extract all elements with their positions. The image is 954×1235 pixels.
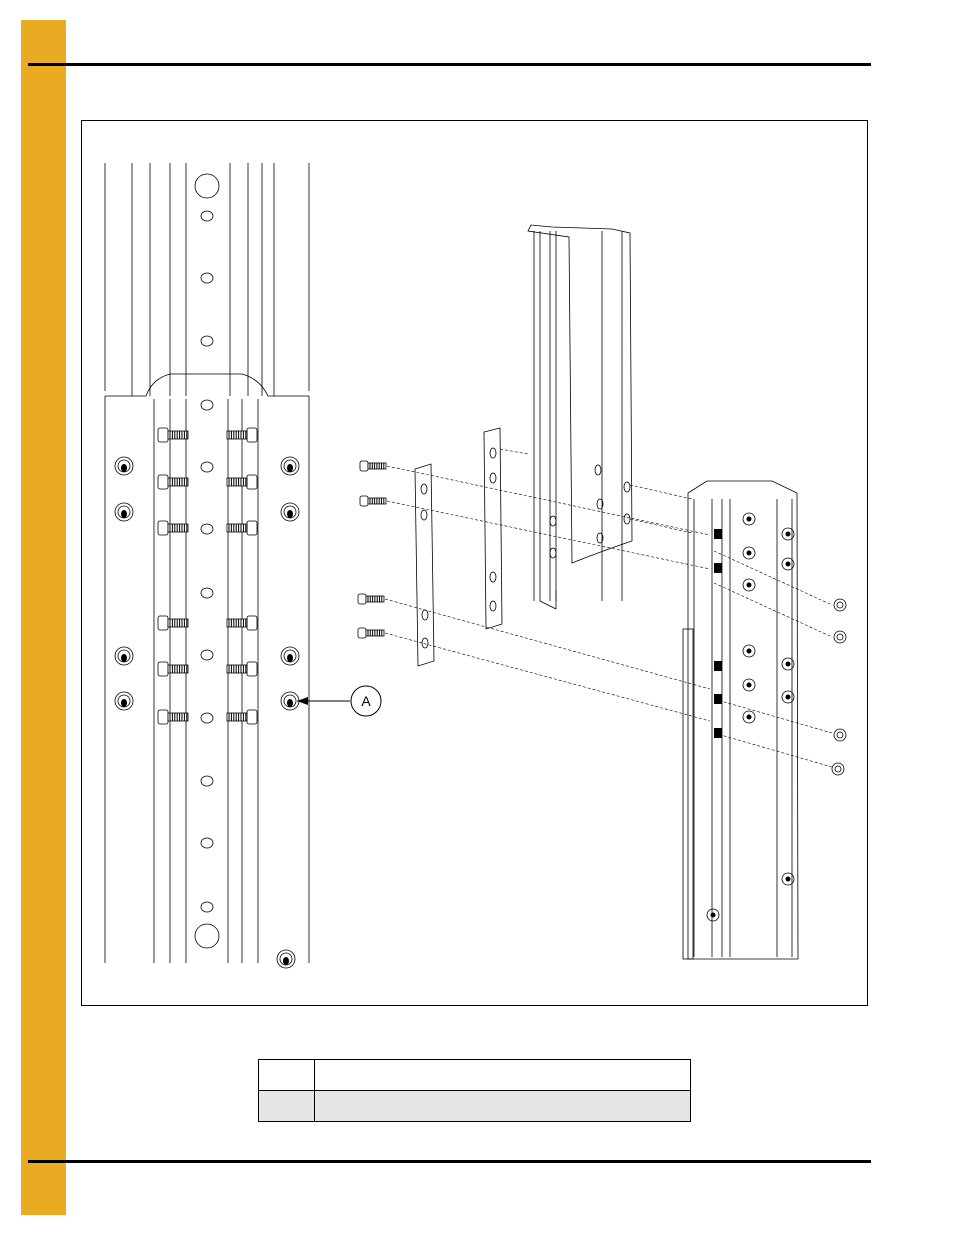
bolt-head bbox=[247, 662, 257, 676]
center-hole bbox=[201, 588, 213, 598]
center-hole bbox=[201, 902, 213, 912]
channel-slot bbox=[624, 514, 630, 524]
installed-splice-view bbox=[105, 163, 309, 968]
assembly-line bbox=[714, 699, 832, 733]
plate-slot bbox=[422, 610, 428, 620]
flange-nut-stud bbox=[747, 683, 752, 688]
center-hole bbox=[201, 400, 213, 410]
nut-stud bbox=[287, 464, 293, 472]
plate-slot bbox=[490, 448, 496, 458]
center-hole bbox=[201, 336, 213, 346]
flange-nut-stud bbox=[747, 715, 752, 720]
assembly-line bbox=[714, 583, 832, 637]
parts-table-header bbox=[259, 1060, 691, 1091]
channel-slot bbox=[550, 516, 556, 526]
nut-stud bbox=[287, 699, 293, 707]
bolt-head bbox=[158, 662, 168, 676]
bolt-shank bbox=[227, 713, 247, 721]
flange-nut-stud bbox=[786, 562, 791, 567]
nut-stud bbox=[287, 654, 293, 662]
bolt-shank bbox=[168, 665, 188, 673]
flange-nut-stud bbox=[747, 517, 752, 522]
nut-stud bbox=[121, 654, 127, 662]
flange-nut-stud bbox=[747, 649, 752, 654]
bolt-shank bbox=[168, 524, 188, 532]
assembly-line bbox=[387, 466, 710, 535]
loose-nut-inner bbox=[837, 634, 843, 640]
assembly-line bbox=[500, 449, 528, 454]
bolt-head bbox=[360, 461, 368, 471]
bolt-head bbox=[247, 475, 257, 489]
nut-stud bbox=[121, 510, 127, 518]
plate-slot bbox=[490, 601, 496, 611]
loose-nut bbox=[832, 763, 844, 775]
center-hole bbox=[201, 838, 213, 848]
bolt-head bbox=[358, 628, 366, 638]
plate-slot bbox=[421, 510, 427, 520]
gold-side-band bbox=[21, 20, 66, 1215]
bolt-head bbox=[158, 710, 168, 724]
center-hole bbox=[201, 650, 213, 660]
bolt-shank bbox=[227, 619, 247, 627]
threaded-stud bbox=[714, 728, 722, 738]
channel-slot bbox=[550, 548, 556, 558]
bolt-shank bbox=[168, 478, 188, 486]
plate-slot bbox=[490, 572, 496, 582]
header-ref bbox=[259, 1060, 315, 1091]
flange-nut-stud bbox=[747, 583, 752, 588]
bolt-shank bbox=[168, 431, 188, 439]
footer-rule bbox=[28, 1160, 871, 1163]
bolt-head bbox=[158, 475, 168, 489]
row-description bbox=[315, 1091, 691, 1122]
header-rule bbox=[28, 63, 871, 66]
upper-channel bbox=[528, 225, 632, 563]
center-hole bbox=[201, 273, 213, 283]
center-hole bbox=[201, 713, 213, 723]
large-hole bbox=[195, 924, 219, 948]
assembly-line bbox=[630, 485, 692, 499]
bolt-shank bbox=[168, 713, 188, 721]
bolt-head bbox=[247, 710, 257, 724]
assembly-line bbox=[385, 633, 710, 721]
loose-nut-inner bbox=[837, 602, 843, 608]
flange-nut-stud bbox=[786, 532, 791, 537]
plate-slot bbox=[490, 473, 496, 483]
bolt-head bbox=[247, 521, 257, 535]
threaded-stud bbox=[714, 694, 722, 704]
nut-stud bbox=[283, 957, 289, 965]
nut-stud bbox=[287, 510, 293, 518]
table-row bbox=[259, 1091, 691, 1122]
flange-nut-stud bbox=[786, 877, 791, 882]
bolt-head bbox=[247, 616, 257, 630]
channel-slot bbox=[595, 465, 601, 475]
assembly-line bbox=[714, 733, 832, 767]
nut-stud bbox=[121, 699, 127, 707]
flange-nut-stud bbox=[786, 662, 791, 667]
loose-nut-inner bbox=[837, 732, 843, 738]
flange-nut-stud bbox=[747, 551, 752, 556]
bolt-head bbox=[158, 616, 168, 630]
channel-slot bbox=[624, 482, 630, 492]
callouts bbox=[297, 686, 381, 716]
assembly-drawing bbox=[82, 121, 868, 1006]
bolt-shank bbox=[168, 619, 188, 627]
row-ref bbox=[259, 1091, 315, 1122]
center-hole bbox=[201, 211, 213, 221]
nut-stud bbox=[121, 464, 127, 472]
center-hole bbox=[201, 524, 213, 534]
large-hole bbox=[195, 174, 219, 198]
assembly-line bbox=[714, 551, 832, 605]
bolt-head bbox=[158, 521, 168, 535]
parts-table bbox=[258, 1059, 691, 1122]
bolt-head bbox=[360, 496, 368, 506]
bolt-head bbox=[158, 428, 168, 442]
flange-nut-stud bbox=[786, 695, 791, 700]
plate-slot bbox=[422, 638, 428, 648]
threaded-stud bbox=[714, 529, 722, 539]
threaded-stud bbox=[714, 563, 722, 573]
bolt-shank bbox=[227, 665, 247, 673]
loose-nut-inner bbox=[835, 766, 841, 772]
bolt-shank bbox=[227, 478, 247, 486]
upper-channel-bottom bbox=[540, 601, 556, 609]
bolt-head bbox=[358, 594, 366, 604]
assembly-line bbox=[630, 519, 692, 533]
bolt-shank bbox=[227, 431, 247, 439]
bolt-shank bbox=[227, 524, 247, 532]
header-description bbox=[315, 1060, 691, 1091]
callout-a-label: A bbox=[361, 693, 371, 709]
loose-nut bbox=[834, 631, 846, 643]
assembly-figure bbox=[81, 120, 868, 1006]
loose-nut bbox=[834, 599, 846, 611]
plate-slot bbox=[421, 484, 427, 494]
assembly-line bbox=[387, 501, 710, 569]
center-hole bbox=[201, 776, 213, 786]
outer-sheet-top-edge bbox=[105, 374, 309, 396]
exploded-splice-view bbox=[358, 225, 846, 959]
bolt-head bbox=[247, 428, 257, 442]
flange-nut-stud bbox=[711, 913, 716, 918]
loose-nut bbox=[834, 729, 846, 741]
threaded-stud bbox=[714, 661, 722, 671]
center-hole bbox=[201, 462, 213, 472]
